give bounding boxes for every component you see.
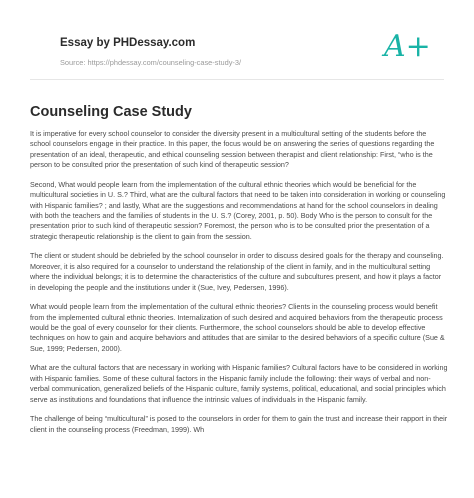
source-link[interactable]: https://phdessay.com/counseling-case-study-3/ — [87, 58, 242, 67]
paragraph: What are the cultural factors that are necessary in working with Hispanic families? Cultural factors have to be considered in working with Hispanic families. Some of these cultural factors in the Hispanic family include the following: their ways of verbal and non-verbal communication, generalized beliefs of the Hispanic culture, family systems, political, educational, and social principles which serve as institutions and foundations that influence the intrinsic values of individuals in the Hispanic family. — [30, 363, 448, 404]
page-title: Counseling Case Study — [30, 104, 192, 120]
paragraph: The client or student should be debriefed by the school counselor in order to discuss desired goals for the therapy and counseling. Moreover, it is also required for a counselor to understand the relationship of the client in family, and in the multicultural setting where the individual belongs; it is to determine the characteristics of the culture and subcultures present, and how it plays a factor in developing the people and the institutions under it (Sue, Ivey, Pedersen, 1996). — [30, 251, 444, 292]
logo-letter: A+ — [384, 29, 431, 64]
source-line — [60, 58, 241, 67]
paragraph: It is imperative for every school counselor to consider the diversity present in a multicultural setting of the students before the school counselors engage in their practice. In this paper, the focus would be on answering the series of questions regarding the presentation of an ideal, therapeutic, and ethical counseling session between therapist and client relationship: First, “who is the person to be consulted prior the presentation of such kind of therapeutic session? — [30, 129, 435, 170]
source-label: Source: — [60, 58, 86, 67]
page-header — [30, 0, 444, 82]
paragraph: What would people learn from the implementation of the cultural ethnic theories? Clients in the counseling process would benefit from the implemented cultural ethnic theories. Internalization of such desired and acquired behaviors from the therapeutic process would be the goal of every counselor for their clients. Furthermore, the school counselors should be able to develop effective techniques on how to gain and acquire behaviors and attitudes that are similar to the desired behaviors of a specific culture (Sue & Sue, 1999; Pedersen, 2000). — [30, 302, 445, 353]
paragraph: Second, What would people learn from the implementation of the cultural ethnic theories which would be beneficial for the multicultural societies in U. S.? Third, what are the cultural factors that need to be taken into consideration in working or counseling with Hispanic families? ; and lastly, What are the suggestions and recommendations at hand for the school counselors in dealing with both the teachers and the families of students in the U. S.? (Corey, 2001, p. 50). Body Who is the person to consult for the presentation prior to such kind of therapeutic session? Foremost, the person who is to be consulted prior the presentation of a strategic therapeutic relationship is the client to gain from the session. — [30, 179, 446, 241]
paragraph: The challenge of being “multicultural” is posed to the counselors in order for them to gain the trust and increase their rapport in their client in the counseling process (Freedman, 1999). Wh — [30, 414, 448, 434]
a-plus-logo-icon — [382, 24, 431, 64]
brand-name[interactable]: Essay by PHDessay.com — [60, 37, 196, 49]
essay-body — [30, 129, 448, 444]
header-divider — [30, 79, 444, 80]
